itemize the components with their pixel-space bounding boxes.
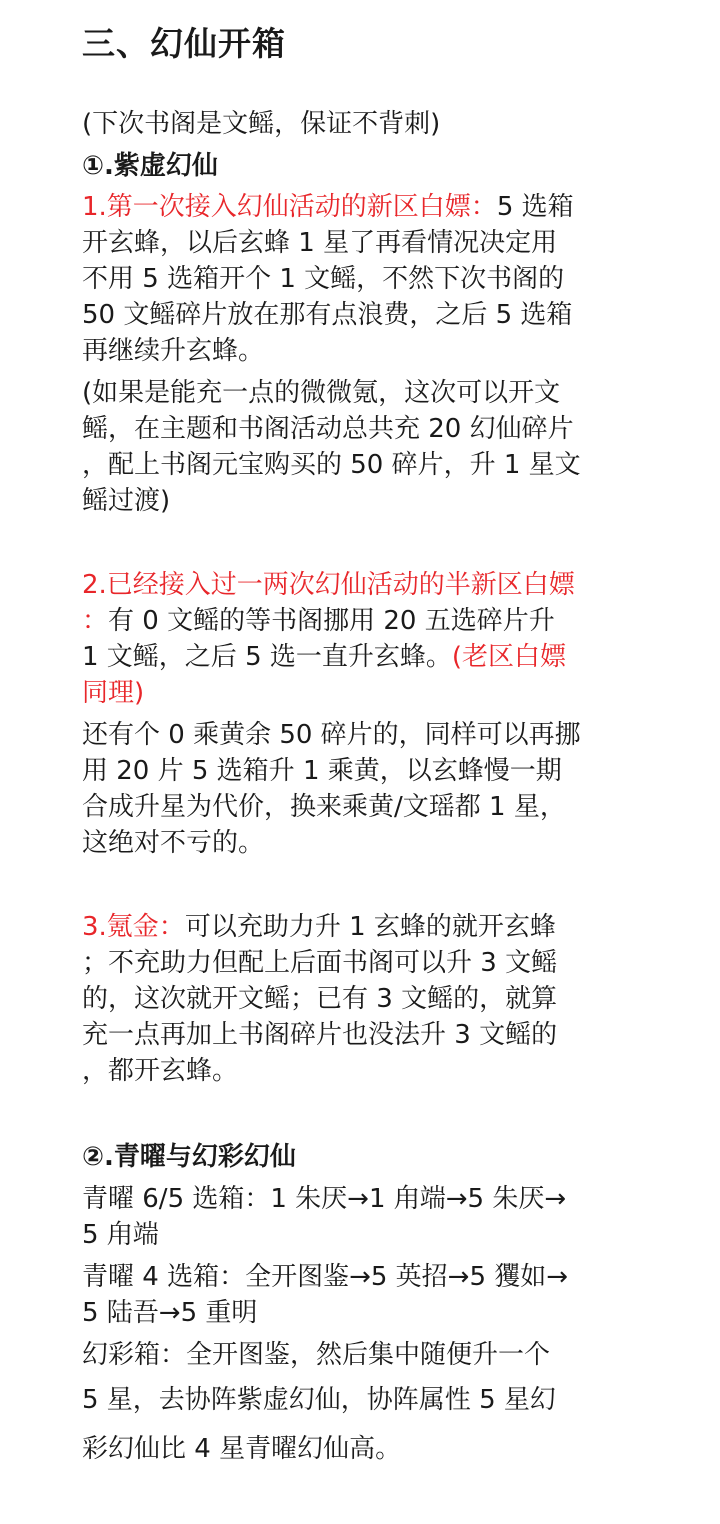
paragraph-line <box>82 600 555 637</box>
note-text: (下次书阁是文鳐，保证不背刺) <box>82 109 441 139</box>
paragraph-line: 开玄蜂，以后玄蜂 1 星了再看情况决定用 <box>82 228 558 258</box>
paragraph-line: 青曜 6/5 选箱：1 朱厌→1 甪端→5 朱厌→ <box>82 1184 567 1214</box>
paragraph-line: 5 星，去协阵紫虚幻仙，协阵属性 5 星幻 <box>82 1385 556 1415</box>
paragraph-line: 再继续升玄蜂。 <box>82 336 265 366</box>
paragraph-line: 用 20 片 5 选箱升 1 乘黄，以玄蜂慢一期 <box>82 756 562 786</box>
paid-label: 3.氪金： <box>82 912 185 942</box>
paragraph-text: 可以充助力升 1 玄蜂的就开玄蜂 <box>184 912 556 942</box>
paragraph-text: 有 0 文鳐的等书阁挪用 20 五选碎片升 <box>108 606 555 636</box>
section-heading-zixu: ①.紫虚幻仙 <box>82 151 218 181</box>
paragraph-line: 幻彩箱：全开图鉴，然后集中随便升一个 <box>82 1340 551 1370</box>
new-server-label: 1.第一次接入幻仙活动的新区白嫖： <box>82 192 497 222</box>
paragraph-line: 5 陆吾→5 重明 <box>82 1298 258 1328</box>
paragraph-line: 这绝对不亏的。 <box>82 828 265 858</box>
paragraph-line: 5 甪端 <box>82 1220 159 1250</box>
section-heading-qingyao: ②.青曜与幻彩幻仙 <box>82 1142 296 1172</box>
paragraph-line: 鳐，在主题和书阁活动总共充 20 幻仙碎片 <box>82 414 574 444</box>
paragraph-line: 彩幻仙比 4 星青曜幻仙高。 <box>82 1434 402 1464</box>
paragraph-line: (如果是能充一点的微微氪，这次可以开文 <box>82 378 561 408</box>
paragraph-line: 的，这次就开文鳐；已有 3 文鳐的，就算 <box>82 984 558 1014</box>
paragraph-line <box>82 636 566 673</box>
old-server-note-end: 同理) <box>82 678 145 708</box>
old-server-note: (老区白嫖 <box>451 642 567 672</box>
paragraph-line: ，都开玄蜂。 <box>82 1056 239 1086</box>
paragraph-line <box>82 906 556 943</box>
paragraph-line: ，配上书阁元宝购买的 50 碎片，升 1 星文 <box>82 450 581 480</box>
paragraph-line: 青曜 4 选箱：全开图鉴→5 英招→5 玃如→ <box>82 1262 569 1292</box>
paragraph-text: 5 选箱 <box>496 192 574 222</box>
paragraph-line: 还有个 0 乘黄余 50 碎片的，同样可以再挪 <box>82 720 581 750</box>
paragraph-text: 1 文鳐，之后 5 选一直升玄蜂。 <box>82 642 452 672</box>
paragraph-line: 50 文鳐碎片放在那有点浪费，之后 5 选箱 <box>82 300 573 330</box>
paragraph-line: 合成升星为代价，换来乘黄/文瑶都 1 星， <box>82 792 566 822</box>
label-colon: ： <box>82 606 109 636</box>
paragraph-line: 鳐过渡) <box>82 486 171 516</box>
paragraph-line: 充一点再加上书阁碎片也没法升 3 文鳐的 <box>82 1020 558 1050</box>
paragraph-line: 不用 5 选箱开个 1 文鳐，不然下次书阁的 <box>82 264 565 294</box>
paragraph-line: ；不充助力但配上后面书阁可以升 3 文鳐 <box>82 948 558 978</box>
page-title: 三、幻仙开箱 <box>82 24 286 63</box>
paragraph-line <box>82 186 574 223</box>
semi-new-server-label: 2.已经接入过一两次幻仙活动的半新区白嫖 <box>82 570 575 600</box>
